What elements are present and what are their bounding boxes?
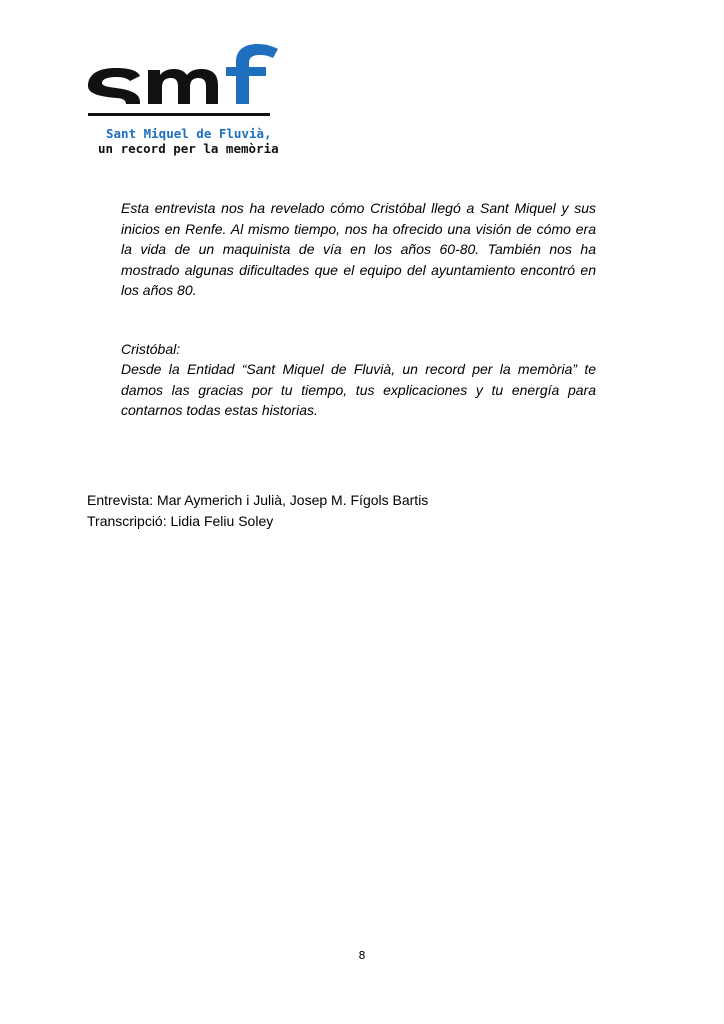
credits-interview: Entrevista: Mar Aymerich i Julià, Josep M. Fígols Bartis (87, 492, 429, 508)
smf-logo (86, 40, 286, 160)
page-number: 8 (358, 949, 366, 962)
body-paragraph-1: Esta entrevista nos ha revelado cómo Cristóbal llegó a Sant Miquel y sus inicios en Renfe. Al mismo tiempo, nos ha ofrecido una visión de cómo era la vida de un maquinista de vía en los años 60-80. También nos ha mostrado algunas dificultades que el equipo del ayuntamiento encontró en los años 80. (121, 200, 596, 298)
logo-tagline-line1: Sant Miquel de Fluvià, (106, 126, 272, 141)
credits-transcription: Transcripció: Lidia Feliu Soley (87, 512, 274, 529)
credits-block (87, 490, 428, 531)
dedication-heading: Cristóbal: (121, 341, 181, 357)
body-paragraph-2: Desde la Entidad “Sant Miquel de Fluvià, un record per la memòria” te damos las gracias por tu tiempo, tus explicaciones y tu energía para contarnos todas estas historias. (121, 361, 596, 418)
logo-tagline-line2: un record per la memòria (98, 141, 279, 156)
smf-logo-mark (86, 40, 286, 120)
